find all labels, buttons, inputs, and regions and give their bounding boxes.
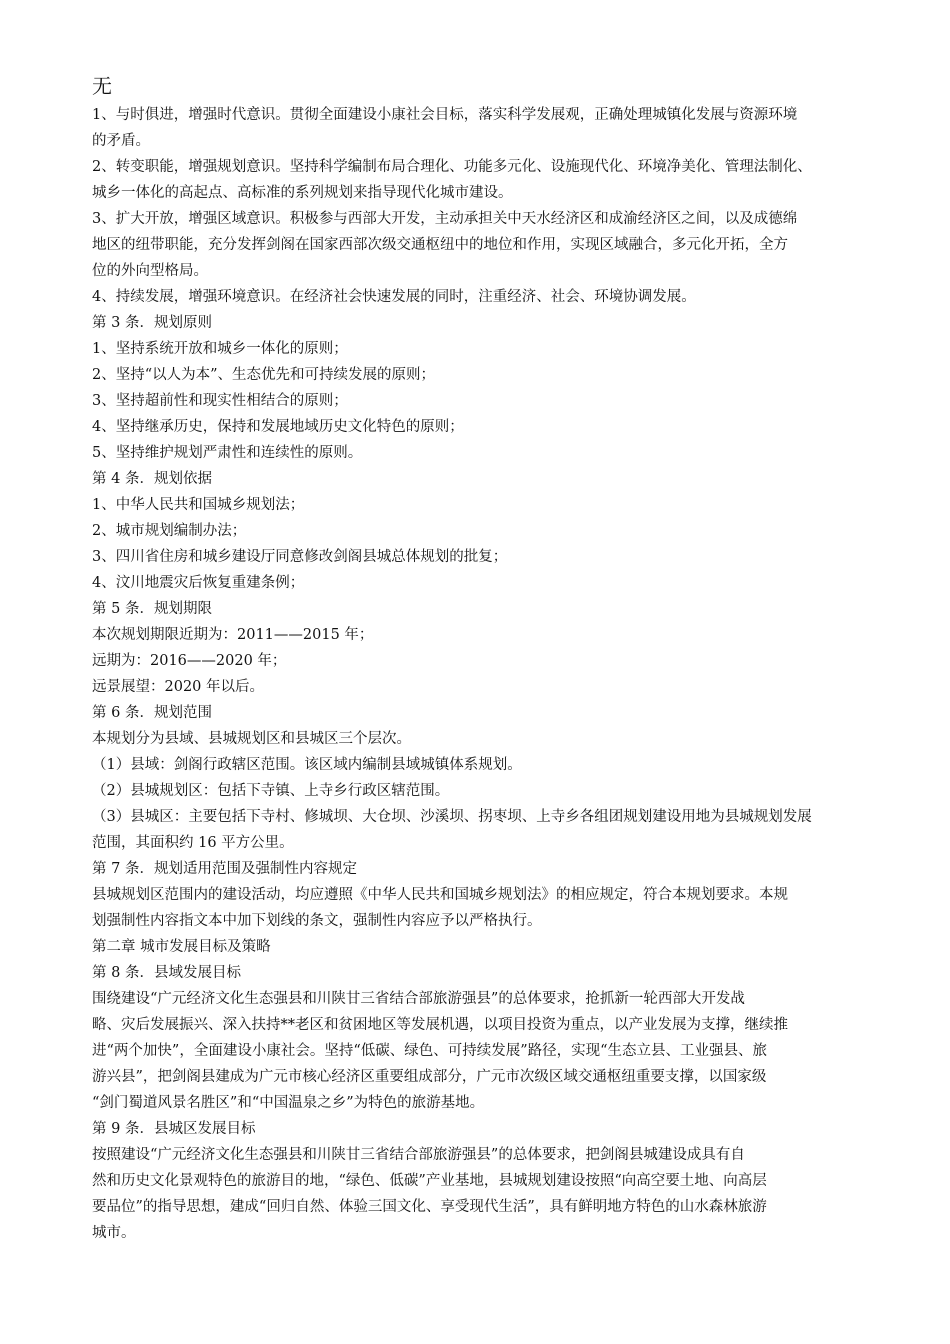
text-line: （2）县城规划区：包括下寺镇、上寺乡行政区辖范围。 [92,783,450,799]
text-line: 城市。 [92,1225,136,1241]
text-line: 的矛盾。 [92,133,150,149]
text-line: 2、坚持“以人为本”、生态优先和可持续发展的原则； [92,367,436,383]
text-line: 然和历史文化景观特色的旅游目的地，“绿色、低碳”产业基地，县城规划建设按照“向高空要土地、向高层 [92,1173,767,1189]
text-line: 4、坚持继承历史，保持和发展地域历史文化特色的原则； [92,419,464,435]
text-line: 第 3 条．规划原则 [92,315,212,331]
text-line: 第 5 条．规划期限 [92,601,212,617]
text-line: “剑门蜀道风景名胜区”和“中国温泉之乡”为特色的旅游基地。 [92,1095,485,1111]
text-line: 本次规划期限近期为：2011——2015 年； [92,627,374,643]
text-line: 第 8 条．县域发展目标 [92,965,241,981]
text-line: （1）县域：剑阁行政辖区范围。该区域内编制县域城镇体系规划。 [92,757,522,773]
text-line: 划强制性内容指文本中加下划线的条文，强制性内容应予以严格执行。 [92,913,542,929]
text-line: 范围，其面积约 16 平方公里。 [92,835,294,851]
text-line: 2、转变职能，增强规划意识。坚持科学编制布局合理化、功能多元化、设施现代化、环境净美化、管理法制化、 [92,159,812,175]
text-line: 第 6 条．规划范围 [92,705,212,721]
text-line: 地区的纽带职能，充分发挥剑阁在国家西部次级交通枢纽中的地位和作用，实现区域融合，多元化开拓，全方 [92,237,788,253]
text-line: 3、四川省住房和城乡建设厅同意修改剑阁县城总体规划的批复； [92,549,508,565]
text-line: 县城规划区范围内的建设活动，均应遵照《中华人民共和国城乡规划法》的相应规定，符合本规划要求。本规 [92,887,788,903]
text-line: （3）县城区：主要包括下寺村、修城坝、大仓坝、沙溪坝、拐枣坝、上寺乡各组团规划建设用地为县城规划发展 [92,809,812,825]
text-line: 远期为：2016——2020 年； [92,653,287,669]
text-line: 第二章 城市发展目标及策略 [92,939,271,955]
text-line: 3、坚持超前性和现实性相结合的原则； [92,393,348,409]
text-line: 略、灾后发展振兴、深入扶持**老区和贫困地区等发展机遇，以项目投资为重点，以产业发展为支撑，继续推 [92,1017,788,1033]
text-line: 4、持续发展，增强环境意识。在经济社会快速发展的同时，注重经济、社会、环境协调发展。 [92,289,696,305]
text-line: 3、扩大开放，增强区域意识。积极参与西部大开发，主动承担关中天水经济区和成渝经济区之间，以及成德绵 [92,211,798,227]
text-line: 城乡一体化的高起点、高标准的系列规划来指导现代化城市建设。 [92,185,513,201]
text-line: 游兴县”，把剑阁县建成为广元市核心经济区重要组成部分，广元市次级区域交通枢纽重要支撑，以国家级 [92,1069,767,1085]
text-line: 位的外向型格局。 [92,263,208,279]
text-line: 要品位”的指导思想，建成“回归自然、体验三国文化、享受现代生活”，具有鲜明地方特色的山水森林旅游 [92,1199,767,1215]
text-line: 第 4 条．规划依据 [92,471,212,487]
text-line: 本规划分为县域、县城规划区和县城区三个层次。 [92,731,411,747]
text-line: 1、中华人民共和国城乡规划法； [92,497,305,513]
text-line: 1、坚持系统开放和城乡一体化的原则； [92,341,348,357]
text-line: 2、城市规划编制办法； [92,523,247,539]
text-line: 4、汶川地震灾后恢复重建条例； [92,575,305,591]
text-line: 第 7 条．规划适用范围及强制性内容规定 [92,861,357,877]
document-page [92,70,874,1246]
text-line: 第 9 条．县城区发展目标 [92,1121,256,1137]
text-line: 围绕建设“广元经济文化生态强县和川陕甘三省结合部旅游强县”的总体要求，抢抓新一轮西部大开发战 [92,991,745,1007]
text-line: 远景展望：2020 年以后。 [92,679,265,695]
text-line: 1、与时俱进，增强时代意识。贯彻全面建设小康社会目标，落实科学发展观，正确处理城镇化发展与资源环境 [92,107,798,123]
document-title: 无 [92,74,112,98]
text-line: 进“两个加快”，全面建设小康社会。坚持“低碳、绿色、可持续发展”路径，实现“生态立县、工业强县、旅 [92,1043,768,1059]
text-line: 按照建设“广元经济文化生态强县和川陕甘三省结合部旅游强县”的总体要求，把剑阁县城建设成具有自 [92,1147,745,1163]
text-line: 5、坚持维护规划严肃性和连续性的原则。 [92,445,363,461]
document-body [92,102,874,1246]
